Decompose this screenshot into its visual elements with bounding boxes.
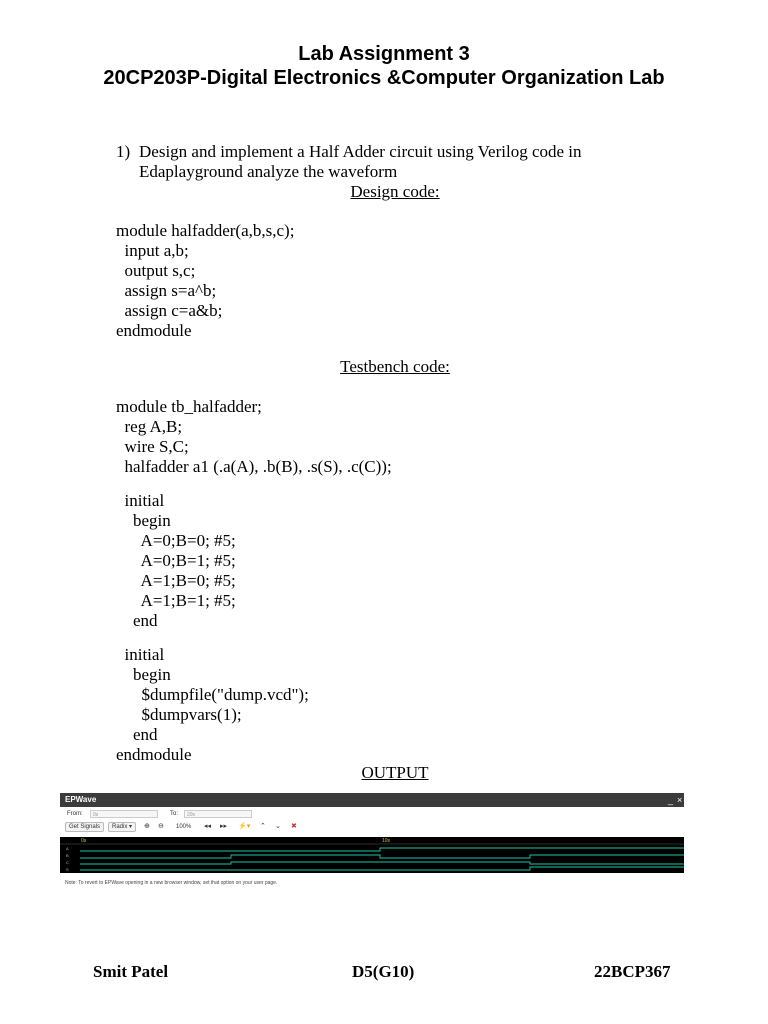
delete-signal-icon[interactable]: ✖ xyxy=(291,823,297,830)
rewind-icon[interactable]: ◂◂ xyxy=(204,823,212,830)
waveform-trace-S xyxy=(80,862,684,864)
code-line: A=0;B=1; #5; xyxy=(116,551,236,570)
code-line: assign c=a&b; xyxy=(116,301,223,320)
question-line-2: Edaplayground analyze the waveform xyxy=(139,162,398,181)
code-line: initial xyxy=(116,645,165,664)
signal-label: C xyxy=(66,860,69,865)
testbench-block-1 xyxy=(116,397,392,477)
code-line: module halfadder(a,b,s,c); xyxy=(116,221,295,240)
epwave-app-title: EPWave xyxy=(65,795,97,804)
code-line: begin xyxy=(116,665,171,684)
zoom-out-icon[interactable]: ⊖ xyxy=(158,823,164,830)
epwave-note: Note: To revert to EPWave opening in a new browser window, set that option on your user page. xyxy=(65,880,278,886)
code-line: A=1;B=0; #5; xyxy=(116,571,236,590)
course-title: 20CP203P-Digital Electronics &Computer Organization Lab xyxy=(103,67,665,89)
from-label: From: xyxy=(67,811,83,817)
code-line: assign s=a^b; xyxy=(116,281,217,300)
epwave-window xyxy=(60,793,684,890)
zoom-level: 100% xyxy=(176,824,192,830)
zoom-in-icon[interactable]: ⊕ xyxy=(144,823,150,830)
waveform-trace-C xyxy=(80,867,684,870)
move-down-icon[interactable]: ⌄ xyxy=(275,823,281,830)
question-line-1: Design and implement a Half Adder circuit using Verilog code in xyxy=(139,142,582,161)
radix-dropdown[interactable]: Radix ▾ xyxy=(108,822,136,832)
code-line: $dumpvars(1); xyxy=(116,705,242,724)
student-name: Smit Patel xyxy=(93,962,169,981)
move-up-icon[interactable]: ⌃ xyxy=(260,823,266,830)
waveform-trace-B xyxy=(80,855,684,858)
code-line: wire S,C; xyxy=(116,437,189,456)
minimize-icon[interactable]: _ xyxy=(668,795,674,805)
epwave-titlebar xyxy=(60,793,684,807)
signal-label: A xyxy=(66,846,69,851)
forward-icon[interactable]: ▸▸ xyxy=(220,823,228,830)
waveform-trace-A xyxy=(80,848,684,851)
question-number: 1) xyxy=(116,142,131,161)
highlight-icon[interactable]: ⚡▾ xyxy=(238,823,251,830)
code-line: A=1;B=1; #5; xyxy=(116,591,236,610)
code-line: A=0;B=0; #5; xyxy=(116,531,236,550)
signal-label: B xyxy=(66,853,69,858)
signal-label: S xyxy=(66,867,69,872)
code-line: input a,b; xyxy=(116,241,189,260)
code-line: endmodule xyxy=(116,745,192,764)
from-input[interactable]: 0s xyxy=(90,810,158,818)
code-line: endmodule xyxy=(116,321,192,340)
code-line: reg A,B; xyxy=(116,417,183,436)
to-label: To: xyxy=(170,811,179,817)
roll-number: 22BCP367 xyxy=(594,962,671,981)
code-line: output s,c; xyxy=(116,261,196,280)
page-title: Lab Assignment 3 xyxy=(298,43,470,65)
code-line: halfadder a1 (.a(A), .b(B), .s(S), .c(C)); xyxy=(116,457,392,476)
code-line: module tb_halfadder; xyxy=(116,397,262,416)
design-code-block xyxy=(116,221,294,341)
get-signals-button[interactable]: Get Signals xyxy=(65,822,104,832)
code-line: end xyxy=(116,725,158,744)
to-input[interactable]: 20s xyxy=(184,810,252,818)
testbench-block-3 xyxy=(116,645,309,765)
waveform-viewer xyxy=(60,837,684,873)
testbench-block-2 xyxy=(116,491,236,631)
code-line: begin xyxy=(116,511,171,530)
code-line: $dumpfile("dump.vcd"); xyxy=(116,685,309,704)
time-marker-left: 0s xyxy=(81,838,87,844)
close-icon[interactable]: × xyxy=(677,795,683,805)
output-heading: OUTPUT xyxy=(361,763,429,782)
design-code-heading: Design code: xyxy=(350,182,440,201)
code-line: initial xyxy=(116,491,165,510)
batch-group: D5(G10) xyxy=(352,962,415,981)
code-line: end xyxy=(116,611,158,630)
testbench-code-heading: Testbench code: xyxy=(340,357,450,376)
time-marker-right: 10s xyxy=(382,838,391,844)
